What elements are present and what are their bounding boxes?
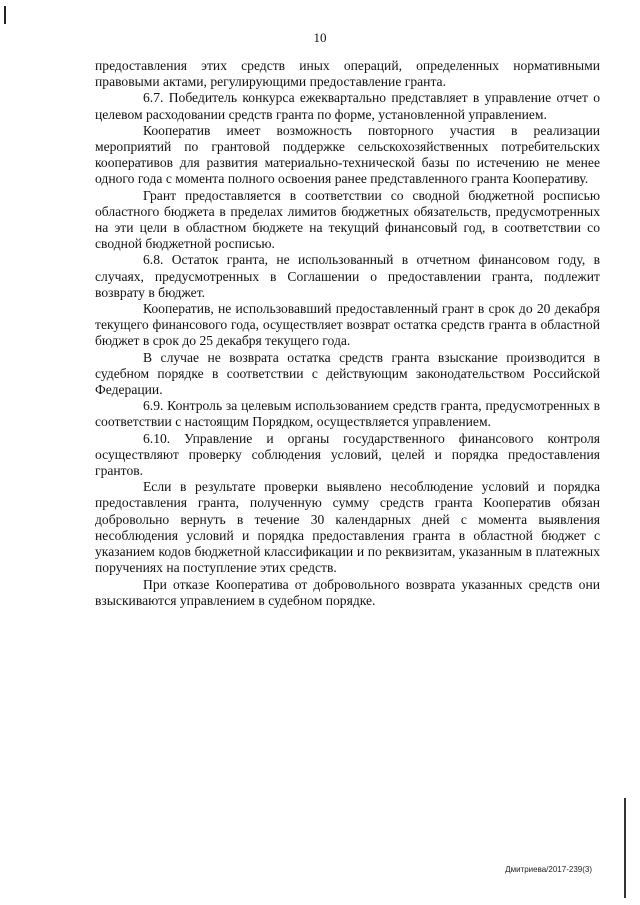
paragraph-refusal: При отказе Кооператива от добровольного возврата указанных средств они взыскиваются управлением в судебном порядке. [95,576,600,608]
paragraph-continuation: предоставления этих средств иных операций, определенных нормативными правовыми актами, регулирующими предоставление гранта. [95,58,600,90]
paragraph-6-8: 6.8. Остаток гранта, не использованный в отчетном финансовом году, в случаях, предусмотренных в Соглашении о предоставлении гранта, подлежит возврату в бюджет. [95,252,600,300]
paragraph-6-7: 6.7. Победитель конкурса ежеквартально представляет в управление отчет о целевом расходовании средств гранта по форме, установленной управлением. [95,90,600,122]
paragraph-court-recovery: В случае не возврата остатка средств гранта взыскание производится в судебном порядке в соответствии с действующим законодательством Российской Федерации. [95,349,600,398]
scan-edge-mark [4,6,6,24]
paragraph-grant-budget: Грант предоставляется в соответствии со сводной бюджетной росписью областного бюджета в пределах лимитов бюджетных обязательств, предусмотренных на эти цели в областном бюджете на текущий финансовый год, в соответствии со сводной бюджетной росписью. [95,187,600,252]
paragraph-6-10: 6.10. Управление и органы государственного финансового контроля осуществляют проверку соблюдения условий, целей и порядка предоставления грантов. [95,430,600,479]
paragraph-violation-return: Если в результате проверки выявлено несоблюдение условий и порядка предоставления гранта, полученную сумму средств гранта Кооператив обязан добровольно вернуть в течение 30 календарных дней с момента выявления несоблюдения условий и порядка предоставления гранта в областной бюджет с указанием кодов бюджетной классификации и по реквизитам, указанным в платежных поручениях на поступление этих средств. [95,479,600,576]
document-body [95,58,600,609]
paragraph-return-deadline: Кооператив, не использовавший предоставленный грант в срок до 20 декабря текущего финансового года, осуществляет возврат остатка средств гранта в областной бюджет в срок до 25 декабря текущего года. [95,301,600,349]
page-number: 10 [313,30,327,45]
paragraph-6-9: 6.9. Контроль за целевым использованием средств гранта, предусмотренных в соответствии с настоящим Порядком, осуществляется управлением. [95,398,600,430]
document-footer-code: Дмитриева/2017-239(3) [505,865,592,874]
scan-edge-mark-right [624,798,626,898]
paragraph-repeat-participation: Кооператив имеет возможность повторного участия в реализации мероприятий по грантовой поддержке сельскохозяйственных потребительских кооперативов для развития материально-технической базы по истечению не менее одного года с момента полного освоения ранее представленного гранта Кооперативу. [95,122,600,187]
